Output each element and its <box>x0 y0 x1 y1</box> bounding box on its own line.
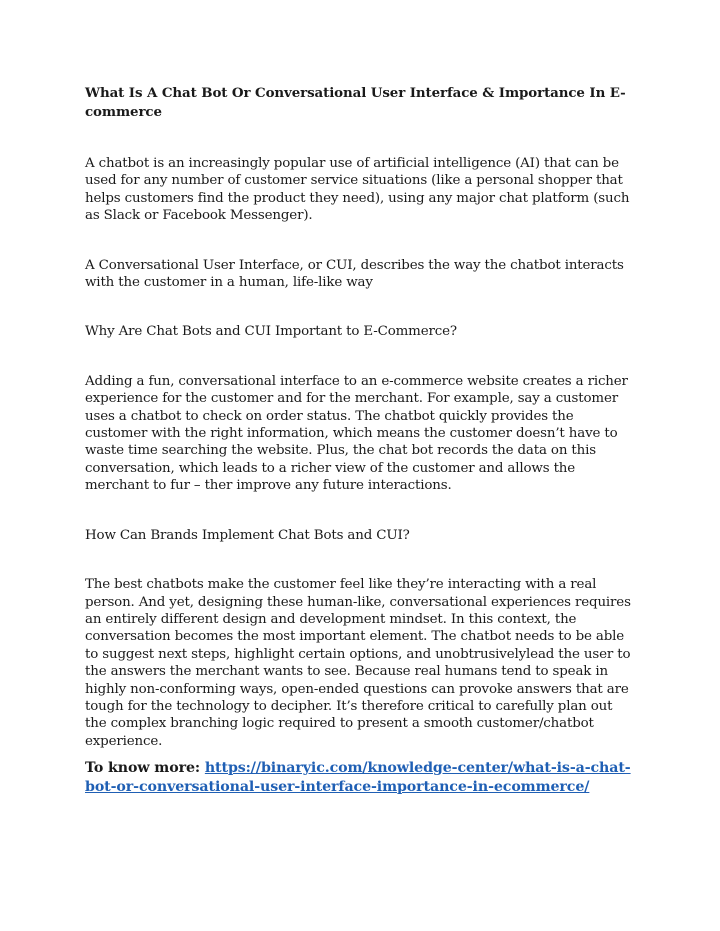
document-title: What Is A Chat Bot Or Conversational User Interface & Importance In E-commerce <box>85 85 626 120</box>
paragraph-best-chatbots: The best chatbots make the customer feel like they’re interacting with a real person. And yet, designing these human-like, conversational experiences requires an entirely different design and development mindset. In this context, the conversation becomes the most important element. The chatbot needs to be able to suggest next steps, highlight certain options, and unobtrusivelylead the user to the answers the merchant wants to see. Because real humans tend to speak in highly non-conforming ways, open-ended questions can provoke answers that are tough for the technology to decipher. It’s therefore critical to carefully plan out the complex branching logic required to present a smooth customer/chatbot experience. <box>85 577 631 749</box>
paragraph-chatbot-definition: A chatbot is an increasingly popular use of artificial intelligence (AI) that can be used for any number of customer service situations (like a personal shopper that helps customers find the product they need), using any major chat platform (such as Slack or Facebook Messenger). <box>85 156 630 224</box>
paragraph-benefits: Adding a fun, conversational interface to an e-commerce website creates a richer experience for the customer and for the merchant. For example, say a customer uses a chatbot to check on order status. The chatbot quickly provides the customer with the right information, which means the customer doesn’t have to waste time searching the website. Plus, the chat bot records the data on this conversation, which leads to a richer view of the customer and allows the merchant to fur – ther improve any future interactions. <box>85 373 628 494</box>
know-more-link[interactable]: https://binaryic.com/knowledge-center/what-is-a-chat-bot-or-conversational-user-interface-importance-in-ecommerce/ <box>85 760 631 796</box>
heading-how-implement: How Can Brands Implement Chat Bots and CUI? <box>85 527 410 543</box>
paragraph-cui-definition: A Conversational User Interface, or CUI, describes the way the chatbot interacts with the customer in a human, life-like way <box>85 257 624 291</box>
document-page <box>85 84 635 797</box>
know-more-label: To know more: <box>85 760 205 777</box>
heading-why-important: Why Are Chat Bots and CUI Important to E-Commerce? <box>85 324 457 340</box>
know-more-line <box>85 759 635 797</box>
